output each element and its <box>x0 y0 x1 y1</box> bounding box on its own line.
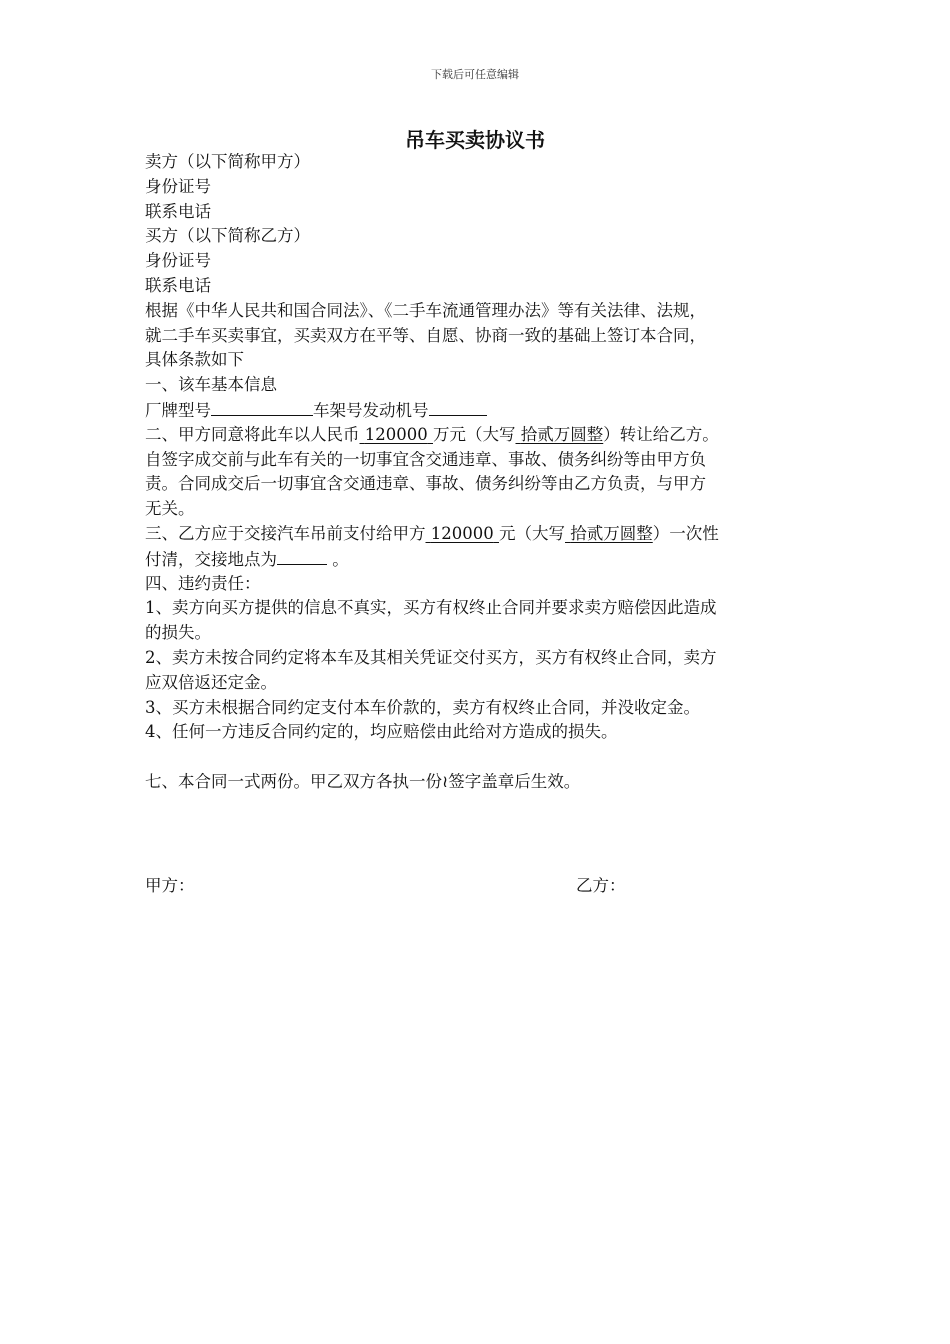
section-3-text-a: 三、乙方应于交接汽车吊前支付给甲方 <box>145 523 426 543</box>
liability-item-1a: 1、卖方向买方提供的信息不真实，买方有权终止合同并要求卖方赔偿因此造成 <box>145 598 717 618</box>
contract-body <box>145 150 825 795</box>
liability-item-1b: 的损失。 <box>145 623 211 643</box>
section-3-line-1 <box>145 522 825 547</box>
section-2-text-b: 万元（大写 <box>433 424 516 444</box>
liability-item-2a: 2、卖方未按合同约定将本车及其相关凭证交付买方，买方有权终止合同，卖方 <box>145 647 717 667</box>
section-2-text-c: ）转让给乙方。 <box>603 424 719 444</box>
liability-item-3: 3、买方未根据合同约定支付本车价款的，卖方有权终止合同，并没收定金。 <box>145 697 700 717</box>
section-3-amount <box>426 524 500 543</box>
intro-line-2: 就二手车买卖事宜，买卖双方在平等、自愿、协商一致的基础上签订本合同， <box>145 325 706 345</box>
section-3-amount-value: 120000 <box>430 523 494 543</box>
liability-item-4: 4、任何一方违反合同约定的，均应赔偿由此给对方造成的损失。 <box>145 722 618 742</box>
seller-id-line: 身份证号 <box>145 176 211 196</box>
buyer-id-line: 身份证号 <box>145 251 211 271</box>
party-b-signature: 乙方： <box>576 876 626 895</box>
section-2-line-3: 责。合同成交后一切事宜含交通违章、事故、债务纠纷等由乙方负责，与甲方 <box>145 474 706 494</box>
section-3-line-2 <box>145 547 825 572</box>
vehicle-info-line <box>145 398 825 423</box>
section-2-amount-value: 120000 <box>364 424 428 444</box>
section-2-text-a: 二、甲方同意将此车以人民币 <box>145 424 360 444</box>
handover-location-label: 付清，交接地点为 <box>145 549 277 569</box>
brand-model-blank <box>211 398 313 416</box>
buyer-phone-line: 联系电话 <box>145 275 211 295</box>
frame-engine-blank <box>429 398 487 416</box>
section-2-line-1 <box>145 423 825 448</box>
frame-engine-label: 车架号发动机号 <box>313 400 429 420</box>
intro-line-3: 具体条款如下 <box>145 350 244 370</box>
seller-phone-line: 联系电话 <box>145 201 211 221</box>
section-3-amount-words <box>565 524 653 543</box>
section-2-amount-words <box>516 425 604 444</box>
section-1-heading: 一、该车基本信息 <box>145 375 277 395</box>
section-2-amount-words-value: 拾贰万圆整 <box>520 424 604 444</box>
buyer-line: 买方（以下简称乙方） <box>145 226 310 246</box>
brand-model-label: 厂牌型号 <box>145 400 211 420</box>
liability-item-2b: 应双倍返还定金。 <box>145 672 277 692</box>
section-2-line-4: 无关。 <box>145 499 195 519</box>
intro-line-1: 根据《中华人民共和国合同法》、《二手车流通管理办法》等有关法律、法规， <box>145 300 706 320</box>
handover-location-blank <box>277 547 327 565</box>
section-3-amount-words-value: 拾贰万圆整 <box>570 523 653 543</box>
section-3-text-b: 元（大写 <box>499 523 565 543</box>
section-7-line: 七、本合同一式两份。甲乙双方各执一份≀签字盖章后生效。 <box>145 771 581 791</box>
section-3-text-c: ）一次性 <box>652 523 719 543</box>
section-4-heading: 四、违约责任： <box>145 573 261 593</box>
header-note: 下载后可任意编辑 <box>431 68 519 81</box>
document-title: 吊车买卖协议书 <box>405 128 545 152</box>
seller-line: 卖方（以下简称甲方） <box>145 152 310 171</box>
party-a-signature: 甲方： <box>145 876 195 895</box>
spacer <box>145 745 825 770</box>
section-2-line-2: 自签字成交前与此车有关的一切事宜含交通违章、事故、债务纠纷等由甲方负 <box>145 449 706 469</box>
section-2-amount <box>360 425 434 444</box>
handover-period: 。 <box>332 549 349 569</box>
